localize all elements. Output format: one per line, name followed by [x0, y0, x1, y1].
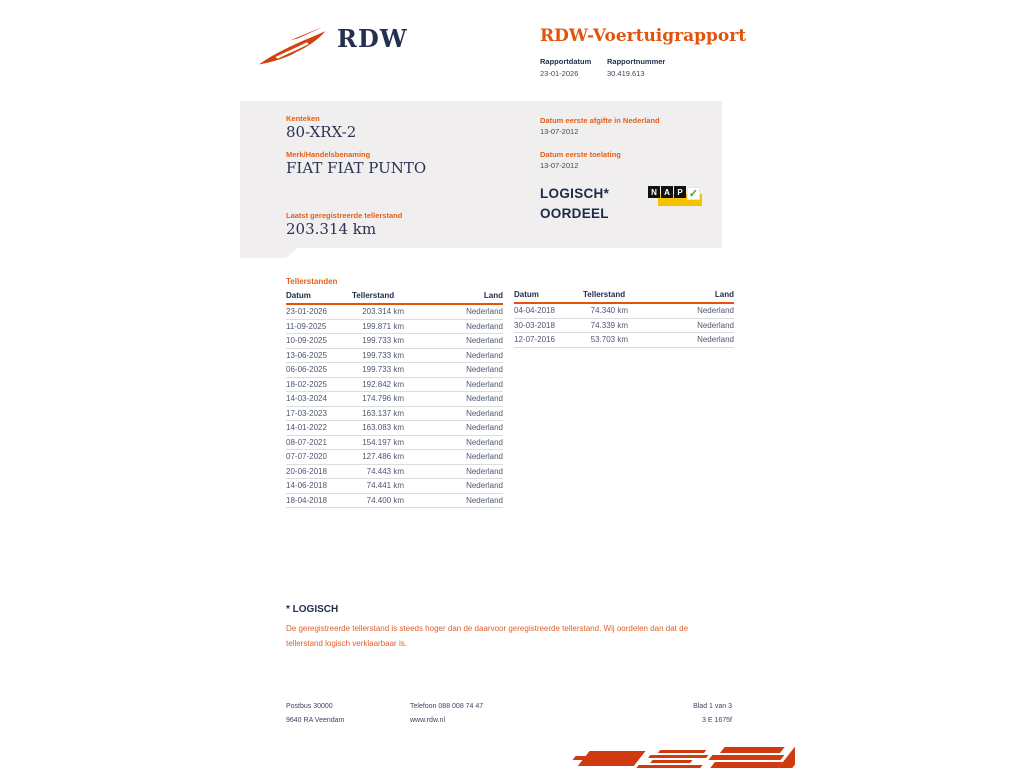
- footer-stripes-decoration: [545, 744, 795, 768]
- toelating-label: Datum eerste toelating: [540, 150, 621, 159]
- footer-phone: Telefoon 088 008 74 47: [410, 703, 484, 710]
- row-date: 18-04-2018: [286, 495, 327, 505]
- report-title: RDW-Voertuigrapport: [540, 26, 747, 46]
- afgifte-value: 13-07-2012: [540, 127, 579, 136]
- odometer-table-left: [286, 277, 503, 508]
- oordeel-verdict: [540, 184, 609, 224]
- row-country: Nederland: [466, 495, 503, 505]
- footer-website: www.rdw.nl: [410, 717, 446, 724]
- nap-letter-a: A: [661, 186, 673, 198]
- row-date: 04-04-2018: [514, 306, 555, 316]
- row-date: 13-06-2025: [286, 350, 327, 360]
- table-row: [286, 334, 503, 349]
- header-land: Land: [483, 291, 503, 300]
- table-row: [286, 320, 503, 335]
- row-date: 30-03-2018: [514, 320, 555, 330]
- nap-letter-n: N: [648, 186, 660, 198]
- row-country: Nederland: [466, 365, 503, 375]
- row-odometer: 199.733 km: [362, 336, 404, 346]
- oordeel-line2: OORDEEL: [540, 206, 609, 221]
- row-odometer: 53.703 km: [590, 335, 628, 345]
- report-number-label: Rapportnummer: [607, 57, 666, 66]
- table-row: [286, 450, 503, 465]
- row-odometer: 154.197 km: [362, 437, 404, 447]
- table-row: [514, 304, 734, 319]
- footer-page-info: [693, 700, 732, 728]
- oordeel-line1: LOGISCH*: [540, 186, 610, 201]
- row-odometer: 127.486 km: [362, 452, 404, 462]
- table-header-row: [286, 291, 503, 305]
- header-land: Land: [714, 290, 734, 299]
- row-odometer: 192.842 km: [362, 379, 404, 389]
- report-date-value: 23-01-2026: [540, 69, 579, 78]
- row-odometer: 174.796 km: [362, 394, 404, 404]
- footer-address-line2: 9640 RA Veendam: [286, 717, 345, 724]
- report-number-value: 30.419.613: [607, 69, 645, 78]
- afgifte-label: Datum eerste afgifte in Nederland: [540, 116, 660, 125]
- rdw-bird-logo-icon: [256, 22, 332, 68]
- table-row: [514, 319, 734, 334]
- row-date: 18-02-2025: [286, 379, 327, 389]
- row-date: 17-03-2023: [286, 408, 327, 418]
- table-row: [286, 421, 503, 436]
- row-country: Nederland: [466, 452, 503, 462]
- odometer-table-right: [514, 290, 734, 348]
- footer-address-line1: Postbus 30000: [286, 703, 333, 710]
- header-tellerstand: Tellerstand: [583, 290, 626, 299]
- row-country: Nederland: [697, 335, 734, 345]
- vehicle-summary-panel: [240, 101, 722, 248]
- table-row: [286, 407, 503, 422]
- row-country: Nederland: [466, 379, 503, 389]
- nap-letter-p: P: [674, 186, 686, 198]
- merk-value: FIAT FIAT PUNTO: [286, 159, 427, 177]
- table-body: [286, 305, 503, 508]
- table-row: [286, 436, 503, 451]
- row-country: Nederland: [466, 437, 503, 447]
- row-date: 14-06-2018: [286, 481, 327, 491]
- tellerstand-value: 203.314 km: [286, 220, 377, 238]
- row-date: 12-07-2016: [514, 335, 555, 345]
- table-header-row: [514, 290, 734, 304]
- row-date: 06-06-2025: [286, 365, 327, 375]
- row-odometer: 74.339 km: [590, 320, 628, 330]
- nap-logo: [648, 186, 704, 212]
- table-row: [286, 392, 503, 407]
- panel-corner-decoration: [240, 248, 297, 258]
- footer-page-number: Blad 1 van 3: [693, 703, 732, 710]
- row-date: 11-09-2025: [286, 321, 327, 331]
- row-country: Nederland: [697, 306, 734, 316]
- header-datum: Datum: [286, 291, 311, 300]
- row-odometer: 74.441 km: [366, 481, 404, 491]
- row-country: Nederland: [466, 481, 503, 491]
- row-date: 07-07-2020: [286, 452, 327, 462]
- row-odometer: 74.443 km: [366, 466, 404, 476]
- row-odometer: 199.733 km: [362, 350, 404, 360]
- nap-letter-boxes: [648, 186, 700, 200]
- header-datum: Datum: [514, 290, 539, 299]
- row-odometer: 74.340 km: [590, 306, 628, 316]
- table-body: [514, 304, 734, 348]
- header-tellerstand: Tellerstand: [352, 291, 395, 300]
- row-odometer: 163.137 km: [362, 408, 404, 418]
- row-date: 08-07-2021: [286, 437, 327, 447]
- table-title: Tellerstanden: [286, 277, 338, 286]
- table-row: [286, 465, 503, 480]
- row-date: 10-09-2025: [286, 336, 327, 346]
- table-row: [286, 305, 503, 320]
- table-row: [286, 363, 503, 378]
- kenteken-label: Kenteken: [286, 114, 320, 123]
- merk-label: Merk/Handelsbenaming: [286, 150, 371, 159]
- row-date: 14-03-2024: [286, 394, 327, 404]
- row-odometer: 163.083 km: [362, 423, 404, 433]
- table-row: [514, 333, 734, 348]
- table-row: [286, 494, 503, 509]
- rdw-wordmark: RDW: [337, 24, 408, 53]
- row-country: Nederland: [697, 320, 734, 330]
- table-row: [286, 479, 503, 494]
- row-country: Nederland: [466, 307, 503, 317]
- footer-address: [286, 700, 344, 728]
- row-country: Nederland: [466, 408, 503, 418]
- row-country: Nederland: [466, 336, 503, 346]
- footnote-text: De geregistreerde tellerstand is steeds hoger dan de daarvoor geregistreerde tellerstand. Wij oordelen dan dat de tellerstand logisch verklaarbaar is.: [286, 624, 689, 648]
- row-date: 14-01-2022: [286, 423, 327, 433]
- report-date-label: Rapportdatum: [540, 57, 592, 66]
- row-date: 20-06-2018: [286, 466, 327, 476]
- table-row: [286, 378, 503, 393]
- row-odometer: 74.400 km: [366, 495, 404, 505]
- footer-contact: [410, 700, 483, 728]
- kenteken-value: 80-XRX-2: [286, 123, 357, 141]
- row-country: Nederland: [466, 394, 503, 404]
- row-odometer: 199.871 km: [362, 321, 404, 331]
- tellerstand-label: Laatst geregistreerde tellerstand: [286, 211, 403, 220]
- toelating-value: 13-07-2012: [540, 161, 579, 170]
- check-icon: ✓: [688, 188, 699, 200]
- row-odometer: 199.733 km: [362, 365, 404, 375]
- footer-form-code: 3 E 1675f: [702, 717, 732, 724]
- row-country: Nederland: [466, 466, 503, 476]
- footnote-title: * LOGISCH: [286, 604, 339, 615]
- row-country: Nederland: [466, 423, 503, 433]
- row-odometer: 203.314 km: [362, 307, 404, 317]
- row-date: 23-01-2026: [286, 307, 327, 317]
- row-country: Nederland: [466, 350, 503, 360]
- table-row: [286, 349, 503, 364]
- row-country: Nederland: [466, 321, 503, 331]
